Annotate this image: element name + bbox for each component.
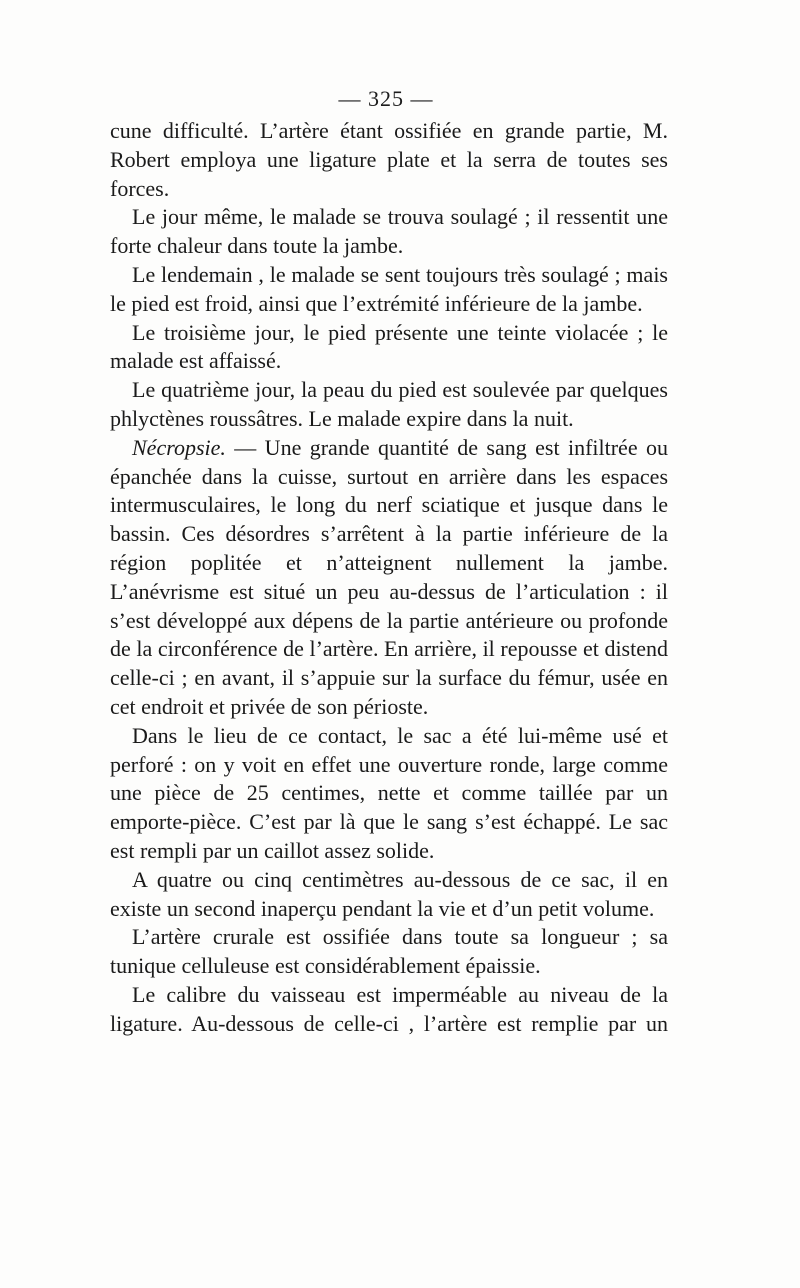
paragraph-2: Le jour même, le malade se trouva soulagé ; il ressentit une forte chaleur dans toute la jambe. — [110, 204, 668, 259]
page-body-text — [110, 117, 668, 1039]
paragraph-5: Le quatrième jour, la peau du pied est soulevée par quelques phlyctènes roussâtres. Le malade expire dans la nuit. — [110, 377, 668, 431]
paragraph-1: cune difficulté. L’artère étant ossifiée en grande partie, M. Robert employa une ligature plate et la serra de toutes ses forces. — [110, 118, 668, 201]
necropsie-text: — Une grande quantité de sang est infiltrée ou épanchée dans la cuisse, surtout en arrière dans les espaces intermusculaires, le long du nerf sciatique et jusque dans le bassin. Ces désordres s’arrêtent à la partie inférieure de la région poplitée et n’atteignent nullement la jambe. L’anévrisme est situé un peu au-dessus de l’articulation : il s’est développé aux dépens de la partie antérieure ou profonde de la circonférence de l’artère. En arrière, il repousse et distend celle-ci ; en avant, il s’appuie sur la surface du fémur, usée en cet endroit et privée de son périoste. — [110, 434, 668, 719]
page-number: — 325 — — [338, 86, 434, 111]
paragraph-4: Le troisième jour, le pied présente une teinte violacée ; le malade est affaissé. — [110, 319, 668, 374]
necropsie-heading: Nécropsie. — [132, 434, 226, 460]
paragraph-3: Le lendemain , le malade se sent toujours très soulagé ; mais le pied est froid, ainsi que l’extrémité inférieure de la jambe. — [110, 261, 668, 316]
paragraph-7: Dans le lieu de ce contact, le sac a été lui-même usé et perforé : on y voit en effet une ouverture ronde, large comme une pièce de 25 centimes, nette et comme taillée par un emporte-pièce. C’est par là que le sang s’est échappé. Le sac est rempli par un caillot assez solide. — [110, 722, 668, 863]
paragraph-10: Le calibre du vaisseau est imperméable au niveau de la ligature. Au-dessous de celle-ci , l’artère est remplie par un — [110, 981, 668, 1036]
paragraph-9: L’artère crurale est ossifiée dans toute sa longueur ; sa tunique celluleuse est considérablement épaissie. — [110, 924, 668, 979]
paragraph-8: A quatre ou cinq centimètres au-dessous de ce sac, il en existe un second inaperçu pendant la vie et d’un petit volume. — [110, 866, 668, 921]
paragraph-necropsie — [110, 434, 668, 722]
